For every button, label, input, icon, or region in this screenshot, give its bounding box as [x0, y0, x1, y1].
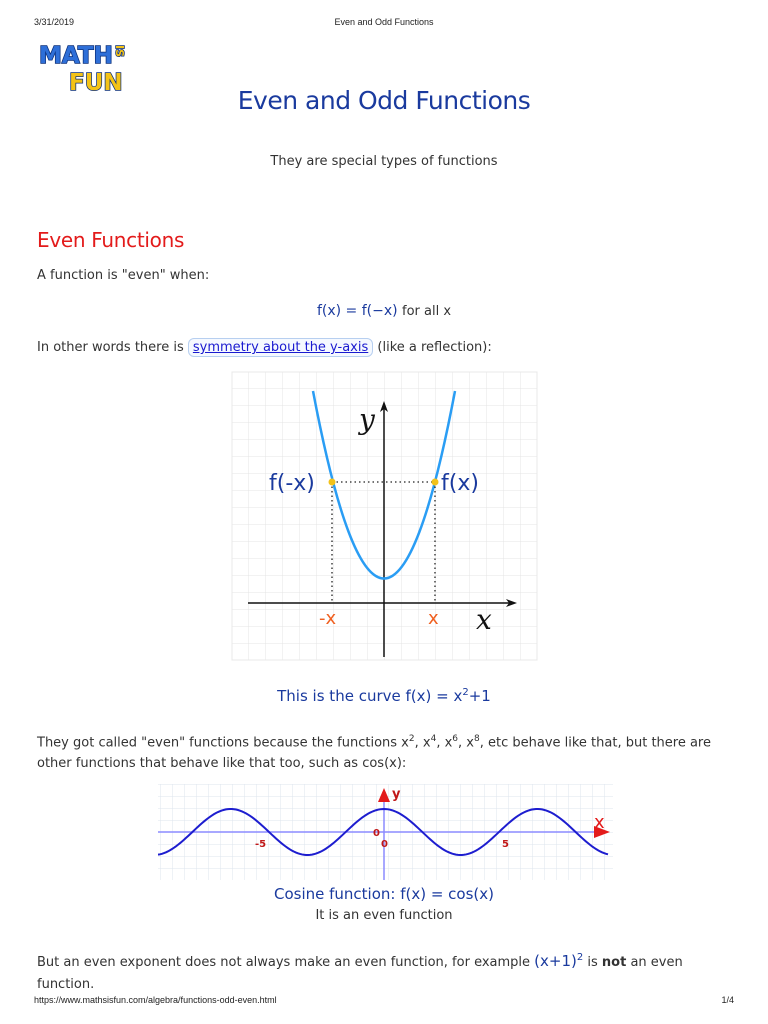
symmetry-link[interactable]: symmetry about the y-axis [192, 340, 369, 355]
para4-c: an even function. [37, 955, 683, 992]
parabola-caption-suffix: +1 [468, 687, 491, 705]
parabola-caption-exp: 2 [462, 687, 469, 698]
even-explanation-paragraph: They got called "even" functions because the functions $x^2$, $x^4$, $x^6$, $x^8$, etc behave like that, but there are other functions that behave like that too, such as cos(x): [37, 734, 711, 772]
even-functions-heading: Even Functions [37, 228, 185, 252]
symmetry-link-box[interactable] [188, 338, 373, 357]
page-subtitle: They are special types of functions [270, 154, 498, 169]
para4-a: But an even exponent does not always make an even function, for example [37, 955, 531, 970]
cos-origin-label: 0 [373, 828, 380, 839]
cosine-caption: Cosine function: f(x) = cos(x) [273, 885, 495, 903]
cosine-graph [158, 784, 613, 880]
cos-tick-0: 0 [381, 839, 388, 850]
even-exponent-paragraph [37, 947, 737, 996]
point-f-neg-x [329, 479, 336, 486]
para4-bold: not [601, 955, 627, 970]
print-footer [0, 995, 768, 1009]
print-page-number: 1/4 [721, 995, 734, 1005]
even-formula-expr: f(x) = f(−x) [316, 303, 398, 319]
cos-tick-5: 5 [502, 839, 509, 850]
point-f-x [432, 479, 439, 486]
label-x-marker: x [428, 608, 439, 629]
label-y: y [359, 403, 375, 436]
para4-b: is [587, 955, 598, 970]
para4-expr-exp: 2 [576, 952, 584, 963]
symmetry-text-after: (like a reflection): [377, 340, 492, 355]
para4-expr [534, 952, 583, 970]
cos-tick-neg5: -5 [255, 839, 267, 850]
even-explanation-b: , etc behave like that, but there are other functions that behave like that too, such as cos(x): [37, 735, 711, 772]
even-intro: A function is "even" when: [37, 268, 210, 283]
symmetry-paragraph [37, 338, 492, 357]
print-url: https://www.mathsisfun.com/algebra/functions-odd-even.html [34, 995, 277, 1005]
print-header [0, 17, 768, 31]
even-explanation-a: They got called "even" functions because the functions x [37, 735, 409, 751]
logo-text-is: IS [113, 45, 126, 58]
label-f-x: f(x) [441, 471, 479, 496]
even-formula-suffix: for all x [402, 304, 452, 319]
symmetry-text-before: In other words there is [37, 340, 184, 355]
logo-text-math: MATH [39, 43, 113, 69]
label-f-neg-x: f(-x) [269, 471, 315, 496]
even-function-graph [231, 371, 538, 661]
cosine-subcaption: It is an even function [315, 908, 453, 923]
print-title: Even and Odd Functions [334, 17, 434, 27]
cos-label-y: y [392, 787, 401, 802]
para4-expr-base: (x+1) [534, 952, 577, 970]
print-date: 3/31/2019 [34, 17, 75, 27]
parabola-caption-prefix: This is the curve f(x) = x [277, 687, 463, 705]
parabola-caption [0, 687, 768, 705]
sup-6: 6 [452, 734, 459, 744]
sup-8: 8 [473, 734, 480, 744]
sup-4: 4 [430, 734, 437, 744]
sup-2: 2 [408, 734, 415, 744]
cos-label-x: x [594, 812, 605, 833]
logo-text-fun: FUN [69, 70, 123, 96]
label-neg-x-marker: -x [319, 608, 337, 629]
page-title: Even and Odd Functions [237, 86, 531, 115]
label-x: x [476, 603, 492, 636]
even-formula [0, 303, 768, 319]
